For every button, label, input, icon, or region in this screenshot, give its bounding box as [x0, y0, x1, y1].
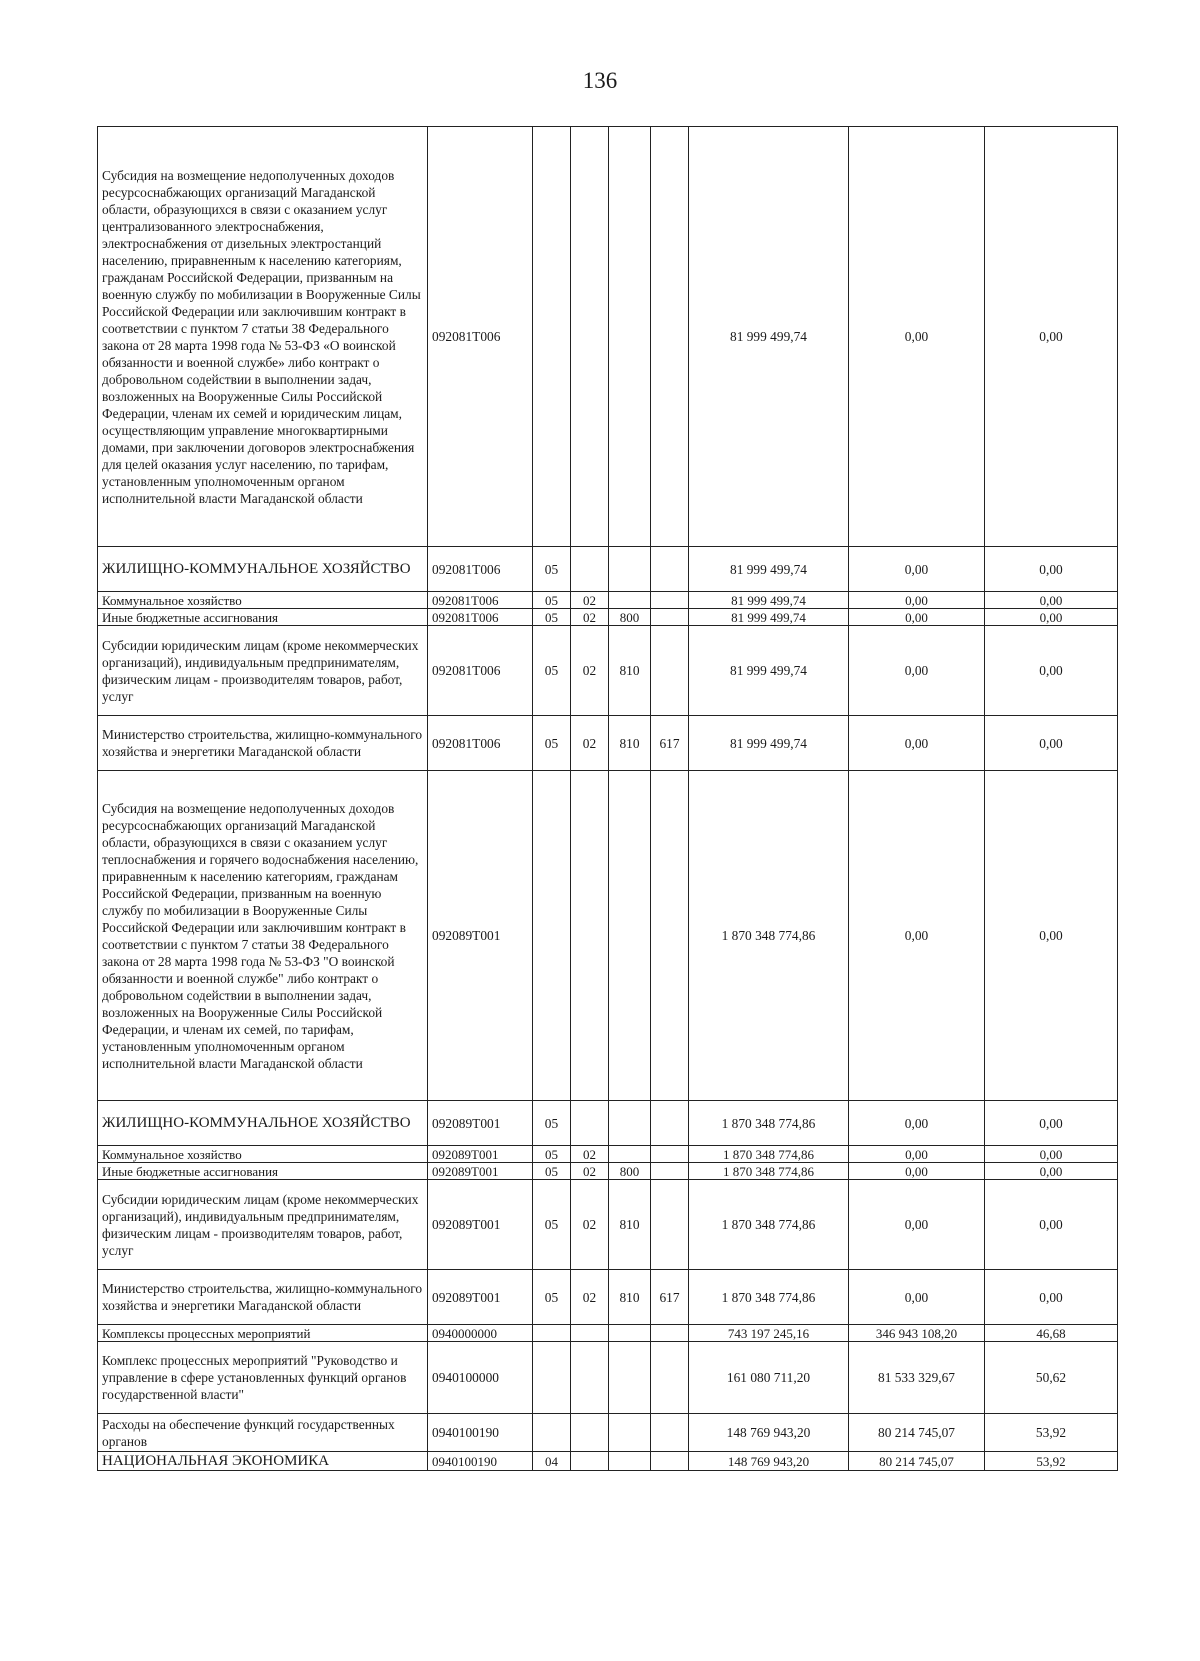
table-row	[98, 1414, 1118, 1452]
table-row	[98, 1342, 1118, 1414]
row-name: Коммунальное хозяйство	[98, 1146, 428, 1163]
row-fact: 80 214 745,07	[849, 1452, 985, 1471]
row-pr	[571, 127, 609, 547]
row-pct: 0,00	[985, 592, 1118, 609]
row-code: 092081Т006	[428, 626, 533, 716]
row-grbs: 617	[651, 1270, 689, 1325]
row-plan: 148 769 943,20	[689, 1414, 849, 1452]
row-name: Субсидия на возмещение недополученных доходов ресурсоснабжающих организаций Магаданской области, образующихся в связи с оказанием услуг теплоснабжения и горячего водоснабжения населению, приравненным к населению категориям, гражданам Российской Федерации, призванным на военную службу по мобилизации в Вооруженные Силы Российской Федерации или заключившим контракт в соответствии с пунктом 7 статьи 38 Федерального закона от 28 марта 1998 года № 53-ФЗ "О воинской обязанности и военной службе" либо контракт о добровольном содействии в выполнении задач, возложенных на Вооруженные Силы Российской Федерации, и членам их семей, по тарифам, установленным уполномоченным органом исполнительной власти Магаданской области	[98, 771, 428, 1101]
row-code: 092089Т001	[428, 1270, 533, 1325]
row-pct: 0,00	[985, 771, 1118, 1101]
row-plan: 161 080 711,20	[689, 1342, 849, 1414]
row-name: Комплексы процессных мероприятий	[98, 1325, 428, 1342]
row-pct: 0,00	[985, 127, 1118, 547]
table-row	[98, 1146, 1118, 1163]
row-code: 092089Т001	[428, 1146, 533, 1163]
row-pr: 02	[571, 609, 609, 626]
row-rz: 05	[533, 1270, 571, 1325]
row-code: 092089Т001	[428, 1180, 533, 1270]
table-row	[98, 1452, 1118, 1471]
table-row	[98, 1163, 1118, 1180]
table-row	[98, 127, 1118, 547]
row-rz: 05	[533, 1101, 571, 1146]
row-grbs	[651, 547, 689, 592]
row-rz	[533, 1414, 571, 1452]
row-rz: 05	[533, 592, 571, 609]
row-code: 092081Т006	[428, 127, 533, 547]
row-vr	[609, 1342, 651, 1414]
row-vr: 800	[609, 609, 651, 626]
row-name: ЖИЛИЩНО-КОММУНАЛЬНОЕ ХОЗЯЙСТВО	[98, 547, 428, 592]
row-rz: 05	[533, 609, 571, 626]
row-grbs	[651, 1180, 689, 1270]
row-pr: 02	[571, 592, 609, 609]
row-plan: 81 999 499,74	[689, 626, 849, 716]
row-pr	[571, 1414, 609, 1452]
row-rz: 05	[533, 626, 571, 716]
table-row	[98, 609, 1118, 626]
row-pct: 0,00	[985, 1163, 1118, 1180]
row-plan: 1 870 348 774,86	[689, 1163, 849, 1180]
row-plan: 1 870 348 774,86	[689, 1270, 849, 1325]
row-name: Иные бюджетные ассигнования	[98, 609, 428, 626]
row-fact: 346 943 108,20	[849, 1325, 985, 1342]
row-grbs	[651, 592, 689, 609]
row-fact: 0,00	[849, 609, 985, 626]
row-name: Расходы на обеспечение функций государственных органов	[98, 1414, 428, 1452]
row-pr	[571, 1452, 609, 1471]
row-pr	[571, 1101, 609, 1146]
row-code: 092089Т001	[428, 1163, 533, 1180]
row-vr	[609, 1101, 651, 1146]
row-rz	[533, 1325, 571, 1342]
row-name: Субсидии юридическим лицам (кроме некоммерческих организаций), индивидуальным предпринимателям, физическим лицам - производителям товаров, работ, услуг	[98, 626, 428, 716]
row-code: 092089Т001	[428, 771, 533, 1101]
row-pr: 02	[571, 1270, 609, 1325]
table-row	[98, 771, 1118, 1101]
row-name: Субсидия на возмещение недополученных доходов ресурсоснабжающих организаций Магаданской области, образующихся в связи с оказанием услуг централизованного электроснабжения, электроснабжения от дизельных электростанций населению, приравненным к населению категориям, гражданам Российской Федерации, призванным на военную службу по мобилизации в Вооруженные Силы Российской Федерации или заключившим контракт в соответствии с пунктом 7 статьи 38 Федерального закона от 28 марта 1998 года № 53-ФЗ «О воинской обязанности и военной службе» либо контракт о добровольном содействии в выполнении задач, возложенных на Вооруженные Силы Российской Федерации, членам их семей и юридическим лицам, осуществляющим управление многоквартирными домами, при заключении договоров электроснабжения для целей оказания услуг населению, по тарифам, установленным уполномоченным органом исполнительной власти Магаданской области	[98, 127, 428, 547]
row-pct: 0,00	[985, 1146, 1118, 1163]
row-rz	[533, 127, 571, 547]
row-plan: 81 999 499,74	[689, 547, 849, 592]
budget-table	[97, 126, 1118, 1471]
row-vr: 810	[609, 1180, 651, 1270]
row-fact: 0,00	[849, 771, 985, 1101]
row-fact: 0,00	[849, 716, 985, 771]
row-rz: 05	[533, 716, 571, 771]
row-code: 092081Т006	[428, 547, 533, 592]
row-pct: 0,00	[985, 716, 1118, 771]
row-pr: 02	[571, 1146, 609, 1163]
row-pr: 02	[571, 1163, 609, 1180]
row-grbs	[651, 609, 689, 626]
row-plan: 148 769 943,20	[689, 1452, 849, 1471]
table-row	[98, 626, 1118, 716]
row-pct: 0,00	[985, 626, 1118, 716]
row-vr	[609, 592, 651, 609]
row-grbs	[651, 1146, 689, 1163]
row-grbs	[651, 1101, 689, 1146]
table-row	[98, 1101, 1118, 1146]
row-plan: 1 870 348 774,86	[689, 771, 849, 1101]
row-pct: 0,00	[985, 1270, 1118, 1325]
row-pr: 02	[571, 716, 609, 771]
row-vr: 810	[609, 626, 651, 716]
row-name: Комплекс процессных мероприятий "Руководство и управление в сфере установленных функций органов государственной власти"	[98, 1342, 428, 1414]
row-rz: 05	[533, 1163, 571, 1180]
row-vr	[609, 1452, 651, 1471]
page-number: 136	[582, 68, 618, 93]
row-code: 0940000000	[428, 1325, 533, 1342]
row-code: 092081Т006	[428, 716, 533, 771]
row-pct: 50,62	[985, 1342, 1118, 1414]
row-fact: 0,00	[849, 1146, 985, 1163]
row-pct: 53,92	[985, 1452, 1118, 1471]
row-fact: 0,00	[849, 547, 985, 592]
row-name: Министерство строительства, жилищно-коммунального хозяйства и энергетики Магаданской области	[98, 1270, 428, 1325]
row-rz: 05	[533, 547, 571, 592]
row-code: 0940100190	[428, 1452, 533, 1471]
row-rz: 04	[533, 1452, 571, 1471]
row-vr: 810	[609, 716, 651, 771]
row-grbs	[651, 626, 689, 716]
row-grbs	[651, 1325, 689, 1342]
row-pct: 0,00	[985, 1101, 1118, 1146]
table-row	[98, 1270, 1118, 1325]
row-pr	[571, 1342, 609, 1414]
row-name: ЖИЛИЩНО-КОММУНАЛЬНОЕ ХОЗЯЙСТВО	[98, 1101, 428, 1146]
row-fact: 0,00	[849, 1101, 985, 1146]
row-vr	[609, 1414, 651, 1452]
row-vr	[609, 1325, 651, 1342]
row-vr: 810	[609, 1270, 651, 1325]
row-rz: 05	[533, 1146, 571, 1163]
row-pr	[571, 547, 609, 592]
row-plan: 1 870 348 774,86	[689, 1101, 849, 1146]
row-vr: 800	[609, 1163, 651, 1180]
row-name: Коммунальное хозяйство	[98, 592, 428, 609]
row-fact: 0,00	[849, 592, 985, 609]
row-vr	[609, 771, 651, 1101]
row-code: 092081Т006	[428, 592, 533, 609]
row-grbs	[651, 1342, 689, 1414]
row-pct: 0,00	[985, 609, 1118, 626]
row-plan: 1 870 348 774,86	[689, 1146, 849, 1163]
row-fact: 81 533 329,67	[849, 1342, 985, 1414]
row-plan: 743 197 245,16	[689, 1325, 849, 1342]
table-row	[98, 547, 1118, 592]
row-pct: 46,68	[985, 1325, 1118, 1342]
table-row	[98, 1325, 1118, 1342]
row-grbs: 617	[651, 716, 689, 771]
row-grbs	[651, 127, 689, 547]
row-grbs	[651, 1414, 689, 1452]
table-row	[98, 592, 1118, 609]
row-grbs	[651, 771, 689, 1101]
row-name: Иные бюджетные ассигнования	[98, 1163, 428, 1180]
row-pct: 53,92	[985, 1414, 1118, 1452]
row-pct: 0,00	[985, 547, 1118, 592]
row-fact: 0,00	[849, 1180, 985, 1270]
row-fact: 80 214 745,07	[849, 1414, 985, 1452]
row-pct: 0,00	[985, 1180, 1118, 1270]
row-plan: 81 999 499,74	[689, 716, 849, 771]
row-code: 092089Т001	[428, 1101, 533, 1146]
row-plan: 81 999 499,74	[689, 127, 849, 547]
row-grbs	[651, 1452, 689, 1471]
table-row	[98, 1180, 1118, 1270]
row-code: 0940100190	[428, 1414, 533, 1452]
table-row	[98, 716, 1118, 771]
row-code: 092081Т006	[428, 609, 533, 626]
row-vr	[609, 1146, 651, 1163]
row-plan: 1 870 348 774,86	[689, 1180, 849, 1270]
row-rz: 05	[533, 1180, 571, 1270]
row-name: Субсидии юридическим лицам (кроме некоммерческих организаций), индивидуальным предпринимателям, физическим лицам - производителям товаров, работ, услуг	[98, 1180, 428, 1270]
row-grbs	[651, 1163, 689, 1180]
row-plan: 81 999 499,74	[689, 609, 849, 626]
row-vr	[609, 547, 651, 592]
row-fact: 0,00	[849, 127, 985, 547]
row-pr	[571, 1325, 609, 1342]
row-vr	[609, 127, 651, 547]
row-fact: 0,00	[849, 1163, 985, 1180]
row-fact: 0,00	[849, 626, 985, 716]
row-name: НАЦИОНАЛЬНАЯ ЭКОНОМИКА	[98, 1452, 428, 1471]
row-pr: 02	[571, 626, 609, 716]
row-plan: 81 999 499,74	[689, 592, 849, 609]
row-pr: 02	[571, 1180, 609, 1270]
row-name: Министерство строительства, жилищно-коммунального хозяйства и энергетики Магаданской области	[98, 716, 428, 771]
row-rz	[533, 771, 571, 1101]
row-code: 0940100000	[428, 1342, 533, 1414]
row-rz	[533, 1342, 571, 1414]
row-fact: 0,00	[849, 1270, 985, 1325]
row-pr	[571, 771, 609, 1101]
